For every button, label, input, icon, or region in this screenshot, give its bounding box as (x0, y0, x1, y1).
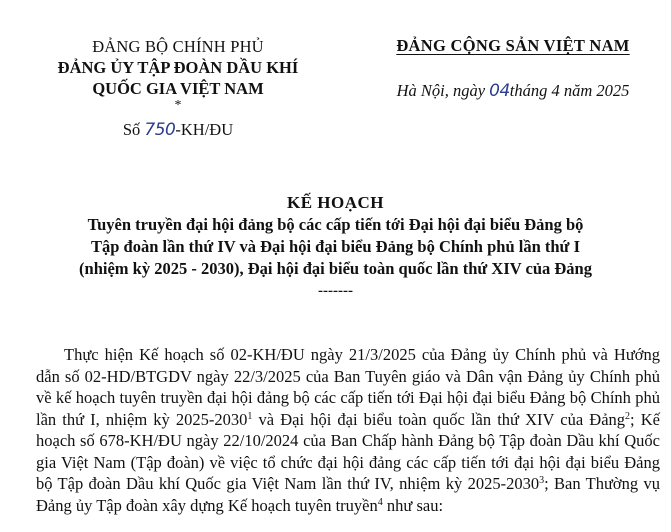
document-date (368, 81, 658, 101)
footnote-ref-4: 4 (377, 496, 383, 508)
document-number (28, 119, 328, 141)
handwritten-document-number: 750 (144, 120, 176, 140)
body-text (36, 344, 660, 516)
title-line-1: Tuyên truyền đại hội đảng bộ các cấp tiến tới Đại hội đại biểu Đảng bộ (87, 215, 584, 234)
issuing-party-committee-cont: QUỐC GIA VIỆT NAM (92, 79, 264, 98)
document-type: KẾ HOẠCH (286, 193, 385, 212)
footnote-ref-3: 3 (539, 475, 545, 486)
title-line-2: Tập đoàn lần thứ IV và Đại hội đại biểu Đảng bộ Chính phủ lần thứ I (90, 237, 581, 256)
paragraph-segment: Thực hiện Kế hoạch số 02-KH/ĐU ngày 21/3/2025 của Đảng ủy Chính phủ và Hướng dẫn số 02-HD/BTGDV ngày 22/3/2025 của Ban Tuyên giáo và Dân vận Đảng ủy Chính phủ về kế hoạch tuyên truyền đại hội đảng bộ các cấp tiến tới Đại hội đại biểu Đảng bộ Chính phủ lần thứ I, nhiệm kỳ 2025-2030 (36, 345, 660, 429)
paragraph-segment: ; Kế hoạch số 678-KH/ĐU ngày 22/10/2024 của Ban Chấp hành Đảng bộ Tập đoàn Dầu khí Quốc gia Việt Nam (Tập đoàn) về việc tổ chức đại hội đảng các cấp tiến tới đại hội đại biểu Đảng bộ Tập đoàn Dầu khí Quốc gia Việt Nam lần thứ IV, nhiệm kỳ 2025-2030 (36, 409, 660, 493)
parent-party-committee: ĐẢNG BỘ CHÍNH PHỦ (92, 37, 264, 56)
paragraph-segment: như sau: (382, 495, 444, 515)
date-prefix: Hà Nội, ngày (396, 81, 490, 100)
document-title-block (20, 192, 651, 300)
intro-paragraph (36, 344, 660, 516)
national-header (368, 36, 658, 101)
paragraph-segment: và Đại hội đại biểu toàn quốc lần thứ XIV của Đảng (252, 409, 626, 429)
issuing-party-committee: ĐẢNG ỦY TẬP ĐOÀN DẦU KHÍ (57, 58, 299, 77)
party-name: ĐẢNG CỘNG SẢN VIỆT NAM (396, 36, 630, 55)
document-number-prefix: Số (122, 120, 145, 139)
header-star: * (174, 98, 182, 113)
document-number-suffix: -KH/ĐU (175, 120, 234, 139)
date-suffix: tháng 4 năm 2025 (509, 81, 630, 100)
footnote-ref-2: 2 (625, 410, 631, 422)
issuing-body-header (28, 36, 328, 141)
handwritten-day: 04 (489, 81, 510, 101)
paragraph-segment: ; Ban Thường vụ Đảng ủy Tập đoàn xây dựng Kế hoạch tuyên truyền (36, 474, 660, 515)
title-line-3: (nhiệm kỳ 2025 - 2030), Đại hội đại biểu toàn quốc lần thứ XIV của Đảng (79, 259, 592, 278)
footnote-ref-1: 1 (247, 410, 253, 422)
title-separator: ------- (318, 283, 353, 299)
